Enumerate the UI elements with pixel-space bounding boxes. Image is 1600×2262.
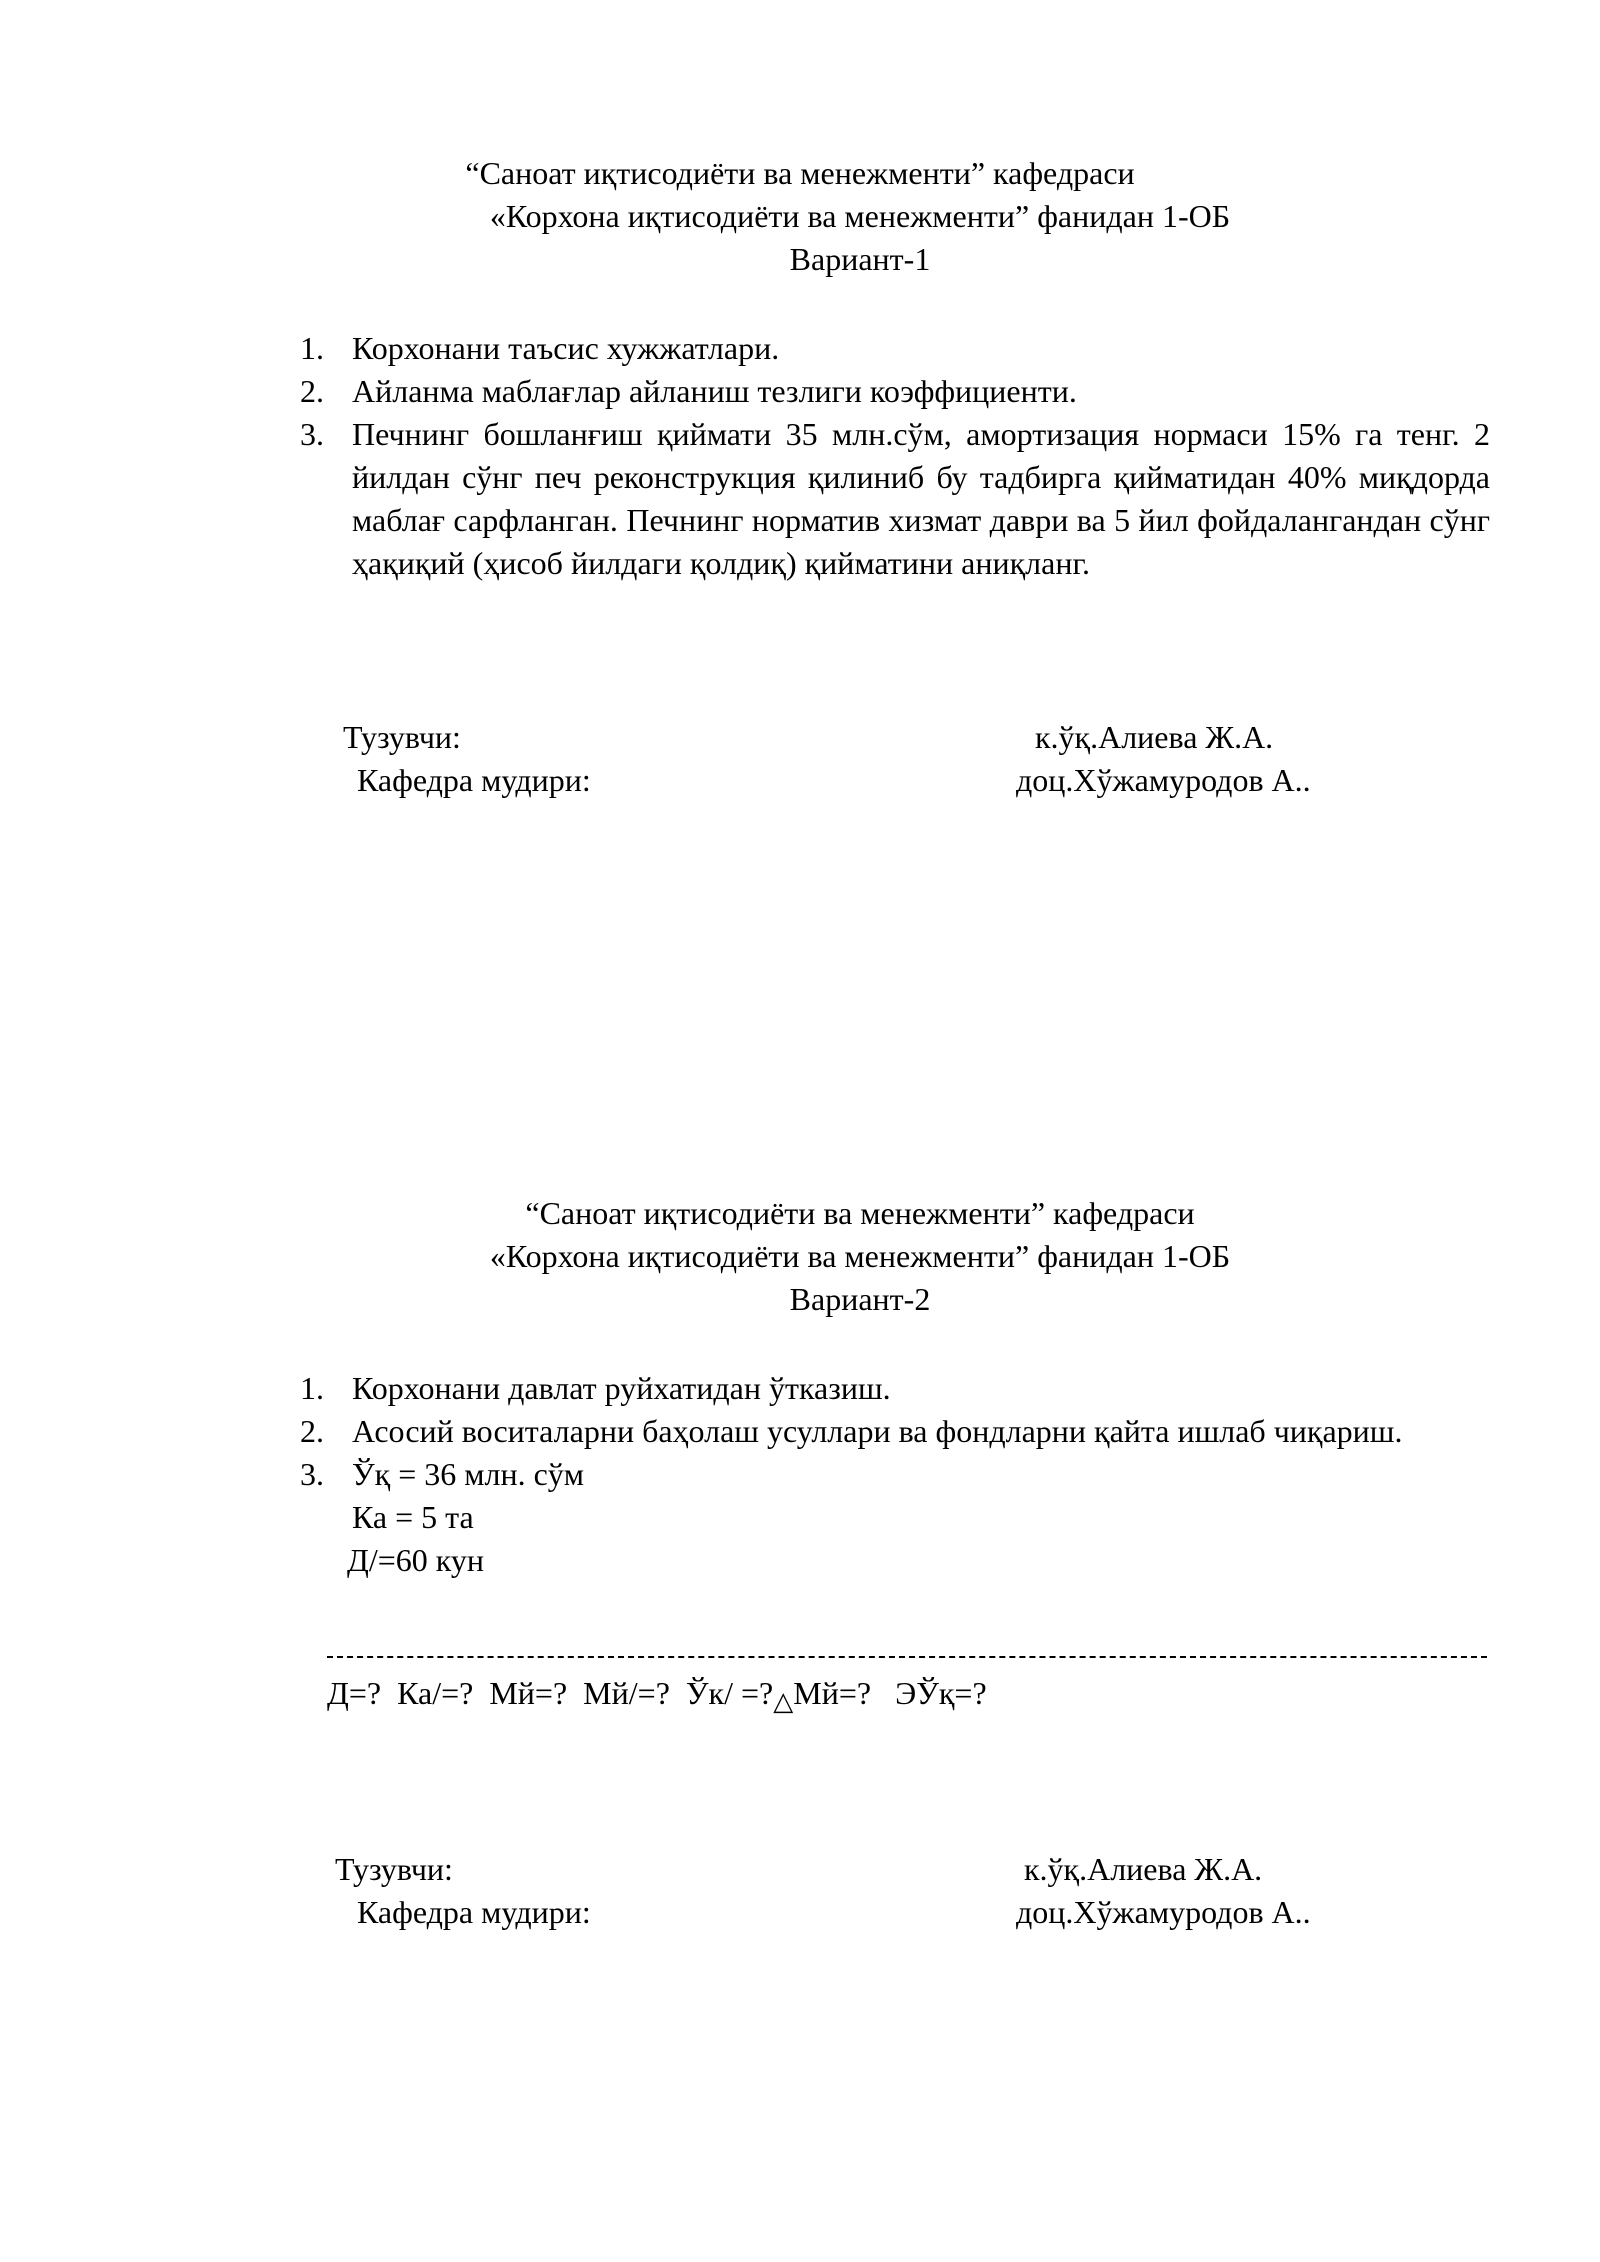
question-item — [300, 370, 1490, 413]
given-value: Ка = 5 та — [352, 1499, 474, 1535]
subject-title: «Корхона иқтисодиёти ва менежменти” фанидан 1-ОБ — [489, 198, 1231, 234]
compiler-label: Тузувчи: — [343, 719, 461, 755]
dashed-divider — [327, 1656, 1487, 1658]
question-item — [300, 327, 1490, 370]
compiler-name: к.ўқ.Алиева Ж.А. — [1035, 719, 1274, 755]
question-number: 3. — [300, 416, 324, 452]
question-text: Корхонани давлат руйхатидан ўтказиш. — [352, 1370, 891, 1406]
variant-title: Вариант-2 — [789, 1281, 931, 1317]
question-list — [300, 327, 1490, 585]
question-number: 2. — [300, 373, 324, 409]
question-item — [300, 1367, 1490, 1410]
variant-2-sheet — [0, 1192, 1600, 1930]
question-item — [300, 1410, 1490, 1453]
question-number: 1. — [300, 330, 324, 366]
compiler-name: к.ўқ.Алиева Ж.А. — [1024, 1851, 1263, 1887]
variant-title: Вариант-1 — [789, 241, 931, 277]
head-label: Кафедра мудири: — [357, 1894, 591, 1930]
department-title: “Саноат иқтисодиёти ва менежменти” кафедраси — [525, 1195, 1195, 1231]
question-list — [300, 1367, 1490, 1582]
variant-1-sheet — [0, 152, 1600, 798]
question-text: Печнинг бошланғиш қиймати 35 млн.сўм, амортизация нормаси 15% га тенг. 2 йилдан сўнг печ реконструкция қилиниб бу тадбирга қийматидан 40% миқдорда маблағ сарфланган. Печнинг норматив хизмат даври ва 5 йил фойдалангандан сўнг ҳақиқий (ҳисоб йилдаги қолдиқ) қийматини аниқланг. — [352, 416, 1490, 581]
department-title: “Саноат иқтисодиёти ва менежменти” кафедраси — [465, 155, 1135, 191]
question-number: 3. — [300, 1456, 324, 1492]
question-text: Корхонани таъсис хужжатлари. — [352, 330, 780, 366]
subject-title: «Корхона иқтисодиёти ва менежменти” фанидан 1-ОБ — [489, 1238, 1231, 1274]
question-text: Ўқ = 36 млн. сўм — [352, 1456, 585, 1492]
question-item — [300, 1453, 1490, 1582]
compiler-label: Тузувчи: — [335, 1851, 453, 1887]
unknowns-line — [327, 1672, 987, 1718]
unknowns-text-tail: Мй=? ЭЎқ=? — [793, 1675, 987, 1711]
question-item — [300, 413, 1490, 585]
head-name: доц.Хўжамуродов А.. — [1016, 762, 1311, 798]
signatures — [0, 716, 1600, 802]
given-value: Д/=60 кун — [347, 1542, 484, 1578]
signatures — [0, 1848, 1600, 1934]
question-number: 1. — [300, 1370, 324, 1406]
question-text: Асосий воситаларни баҳолаш усуллари ва фондларни қайта ишлаб чиқариш. — [352, 1413, 1403, 1449]
question-number: 2. — [300, 1413, 324, 1449]
unknowns-text: Д=? Ка/=? Мй=? Мй/=? Ўк/ =? — [327, 1675, 774, 1711]
head-label: Кафедра мудири: — [357, 762, 591, 798]
head-name: доц.Хўжамуродов А.. — [1016, 1894, 1311, 1930]
delta-triangle-icon: △ — [773, 1687, 794, 1717]
question-text: Айланма маблағлар айланиш тезлиги коэффициенти. — [352, 373, 1077, 409]
